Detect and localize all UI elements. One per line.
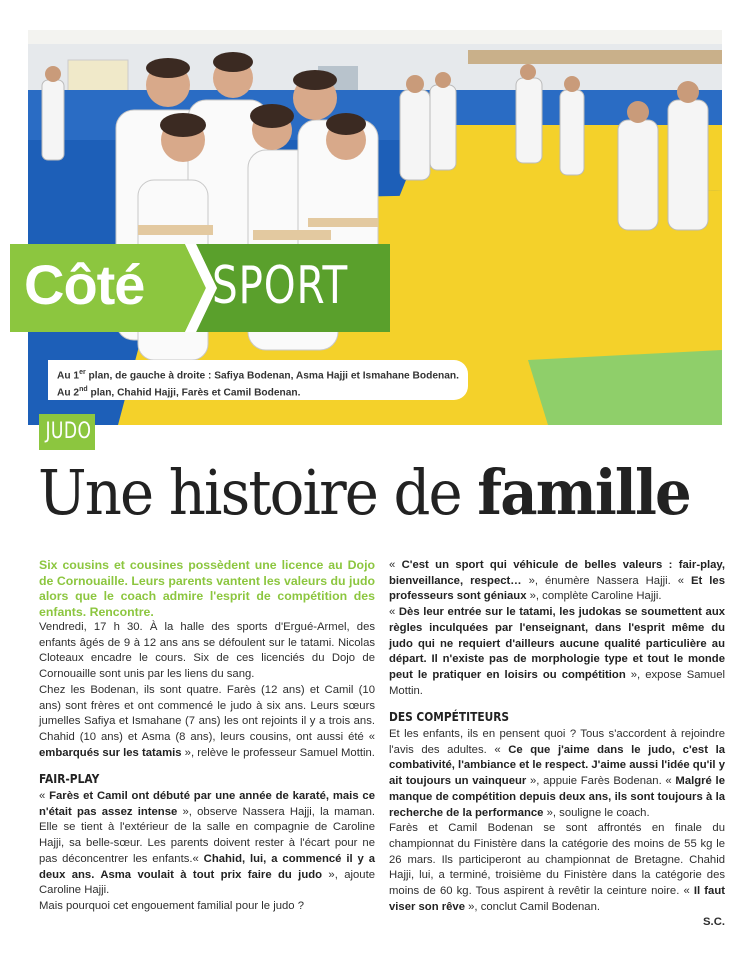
right-p3-a: Et les enfants, ils en pensent quoi ? Tous s'accordent à rejoindre l'avis des adultes. « xyxy=(389,728,725,756)
right-p2-quote: Dès leur entrée sur le tatami, les judokas se soumettent aux règles inculquées par l'enseignant, dans l'esprit même du judo qui ne requiert d'ailleurs aucune qualité particulière au départ. Il n'existe pas de morphologie type et tout le monde peut le pratiquer en loisirs ou compétition xyxy=(389,606,725,681)
cote-sport-banner xyxy=(10,244,390,332)
left-p3-b: », observe Nassera Hajji, la maman. Elle se tient à l'extérieur de la salle en compagnie de Caroline Hajji, sa belle-sœur. Les parents doivent rester à l'écart pour ne pas déconcentrer les enfants.« xyxy=(39,805,375,865)
caption-line-2-post: plan, Chahid Hajji, Farès et Camil Bodenan. xyxy=(87,387,301,399)
right-p4-quote: Il faut viser son rêve xyxy=(389,885,726,913)
caption-line-1-post: plan, de gauche à droite : Safiya Bodenan, Asma Hajji et Ismahane Bodenan. xyxy=(85,370,459,382)
right-paragraph-4 xyxy=(389,821,725,915)
article-column-right xyxy=(389,558,725,931)
right-paragraph-2 xyxy=(389,605,725,699)
subheading-fair-play: FAIR-PLAY xyxy=(39,771,100,787)
section-tag xyxy=(39,414,95,450)
subheading-competiteurs: DES COMPÉTITEURS xyxy=(389,709,510,725)
right-p3-b: », appuie Farès Bodenan. « xyxy=(530,775,672,788)
right-p2-b: », expose Samuel Mottin. xyxy=(389,668,725,697)
headline-regular: Une histoire de xyxy=(38,456,478,529)
left-p3-a: « xyxy=(39,790,46,803)
right-paragraph-1 xyxy=(389,558,725,605)
right-p4-b: », conclut Camil Bodenan. xyxy=(468,900,601,913)
left-p3-c: », ajoute Caroline Hajji. xyxy=(39,868,375,897)
right-p3-c: », souligne le coach. xyxy=(546,806,650,819)
banner-sport-text: SPORT xyxy=(212,256,349,316)
caption-line-2 xyxy=(57,383,468,400)
article-column-left xyxy=(39,558,375,915)
headline-bold: famille xyxy=(477,456,690,529)
right-p1-quote-1: C'est un sport qui véhicule de belles valeurs : fair-play, bienveillance, respect… xyxy=(389,559,725,587)
author-signature: S.C. xyxy=(703,916,725,929)
right-p2-a: « xyxy=(389,606,396,619)
left-paragraph-4: Mais pourquoi cet engouement familial pour le judo ? xyxy=(39,899,305,912)
banner-cote-text: Côté xyxy=(24,253,145,316)
left-p3-quote-2: Chahid, lui, a commencé il y a deux ans. Asma voulait à tout prix faire du judo xyxy=(39,852,375,881)
caption-line-1-sup: er xyxy=(79,369,86,376)
left-p2-end: », relève le professeur Samuel Mottin. xyxy=(184,746,375,759)
left-paragraph-3 xyxy=(39,789,375,899)
right-p3-quote-1: Ce que j'aime dans le judo, c'est la combativité, l'ambiance et le respect. J'aime aussi l'idée qu'il y ait toujours un vainqueur xyxy=(389,743,725,788)
caption-line-1-pre: Au 1 xyxy=(57,370,80,382)
left-p2-quote: embarqués sur les tatamis xyxy=(39,746,185,759)
right-p3-quote-2: Malgré le manque de compétition depuis deux ans, ils sont toujours à la recherche de la performance xyxy=(389,775,725,819)
photo-caption xyxy=(48,360,468,400)
right-p1-b: », énumère Nassera Hajji. « xyxy=(528,574,685,587)
section-tag-label: JUDO xyxy=(45,419,92,444)
caption-line-1 xyxy=(57,366,468,383)
right-paragraph-3 xyxy=(389,727,725,821)
caption-line-2-pre: Au 2 xyxy=(57,387,80,399)
headline xyxy=(38,456,728,529)
right-p4-a: Farès et Camil Bodenan se sont affrontés en finale du championnat du Finistère dans la catégorie des moins de 55 kg le 26 mars. Ils participeront au championnat de Bretagne. Chahid Hajji, lui, a terminé, troisième du Finistère dans la catégorie des moins de 60 kg. Tous aspirent à revêtir la ceinture noire. « xyxy=(389,822,725,898)
right-p1-c: », complète Caroline Hajji. xyxy=(529,590,662,603)
right-p1-a: « xyxy=(389,559,396,571)
left-paragraph-2 xyxy=(39,683,375,762)
article-lead: Six cousins et cousines possèdent une licence au Dojo de Cornouaille. Leurs parents vantent les valeurs du judo alors que le coach admire l'esprit de compétition des enfants. Rencontre. xyxy=(39,558,375,619)
left-paragraph-1: Vendredi, 17 h 30. À la halle des sports d'Ergué-Armel, des enfants âgés de 9 à 12 ans ans se défoulent sur le tatami. Nicolas Cloteaux encadre le cours. Six de ces licenciés du Dojo de Cornouaille sont unis par les liens du sang. xyxy=(39,621,375,681)
right-p1-quote-2: Et les professeurs sont géniaux xyxy=(389,574,726,603)
caption-line-2-sup: nd xyxy=(79,385,88,393)
left-p3-quote-1: Farès et Camil ont débuté par une année de karaté, mais ce n'était pas assez intense xyxy=(39,790,375,818)
left-p2-text: Chez les Bodenan, ils sont quatre. Farès (12 ans) et Camil (10 ans) sont frères et ont commencé le judo à six ans. Leurs sœurs jumelles Safiya et Ismahane (7 ans) les ont rejoints il y a trois ans. Chahid (10 ans) et Asma (8 ans), leurs cousins, ont aussi été « xyxy=(39,683,375,743)
